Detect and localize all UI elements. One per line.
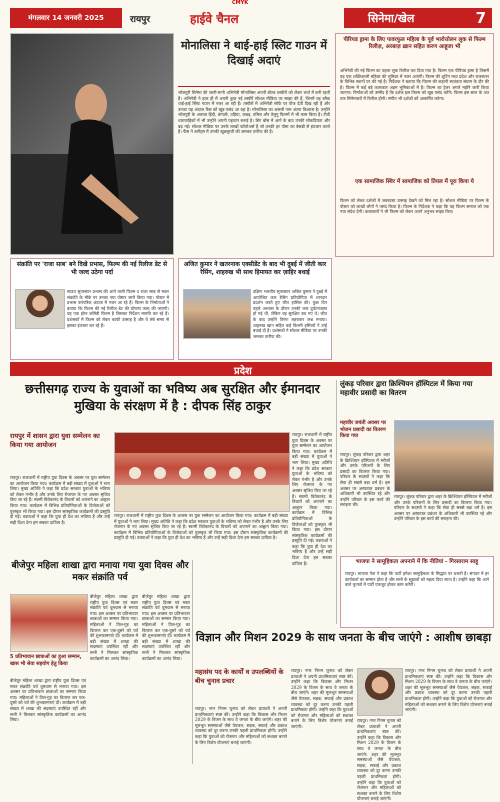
youth-event-photo bbox=[114, 432, 290, 512]
side-headline-2: एक सामाजिक स्थिर में सामाजिक को तियल में पूरा किया ये bbox=[355, 179, 474, 185]
masthead-section-box bbox=[344, 8, 492, 28]
state-main-headline: छत्तीसगढ़ राज्य के युवाओं का भविष्य अब सुरक्षित और ईमानदार मुखिया के संरक्षण में है : दीपक सिंह ठाकुर bbox=[25, 381, 320, 413]
pradesh-bar bbox=[10, 362, 492, 376]
pandit-headline: भाजपा ने सामूहिकता अपनाने में कि नीतियां - गिरसाराम साहू bbox=[355, 559, 479, 565]
cmyk-badge: CMYK bbox=[232, 0, 249, 6]
column-rule-2 bbox=[192, 560, 193, 764]
lead-body: भोजपुरी सिनेमा की जानी-मानी अभिनेत्री मोनालिसा अपनी बोल्ड तस्वीरों को लेकर चर्चा में बनी रहती हैं। अभिनेत्री ने हाल ही में अपनी कुछ नई तस्वीरें सोशल मीडिया पर साझा की हैं, जिनमें वह ब्लैक थाई-हाई स्लिट गाउन में नजर आ रही हैं। तस्वीरों में अभिनेत्री सोफे पर पोज देती दिख रही हैं और उनका यह अंदाज फैंस को खूब पसंद आ रहा है। मोनालिसा का असली नाम अंतरा विश्वास है। उन्होंने भोजपुरी के अलावा हिंदी, बंगाली, उड़िया, कन्नड़, तमिल और तेलुगू फिल्मों में भी काम किया है। टीवी धारावाहिकों में भी उन्होंने अपनी पहचान बनाई है। बिग बॉस में आने के बाद उनकी लोकप्रियता और बढ़ गई। सोशल मीडिया पर उनके लाखों फॉलोअर्स हैं जो उनकी हर पोस्ट का बेसब्री से इंतजार करते हैं। फैंस ने कमेंट्स में उनकी खूबसूरती की जमकर तारीफ की है। bbox=[178, 90, 330, 135]
ajith-headline: अजित कुमार ने खतरनाक एक्सीडेंट के बाद भी दुबई में जीती कार रेसिंग, शाहरुख भी साथ हिमायत कर ज़ाहिर बधाई bbox=[183, 261, 327, 276]
vision-body-1: रायपुर। नगर निगम चुनाव को लेकर प्रत्याशी ने अपनी प्राथमिकताएं स्पष्ट कीं। उन्होंने कहा कि विकास और मिशन 2029 के विजन के साथ वे जनता के बीच जाएंगे। शहर की मूलभूत समस्याओं जैसे पेयजल, सड़क, सफाई और प्रकाश व्यवस्था को दूर करना उनकी पहली प्राथमिकता होगी। उन्होंने कहा कि युवाओं को रोजगार और महिलाओं को सशक्त बनाने के लिए विशेष योजनाएं बनाई जाएंगी। bbox=[195, 706, 287, 745]
masthead-city: रायपुर bbox=[130, 15, 151, 25]
vision-headline: विज्ञान और मिशन 2029 के साथ जनता के बीच जाएंगे : आशीष छाबड़ा bbox=[195, 631, 492, 644]
bjp-headline: बीजेपुर महिला शाखा द्वारा मनाया गया युवा दिवस और मकर संक्रांति पर्व bbox=[11, 561, 189, 583]
prabhas-body: साउथ सुपरस्टार प्रभास की आने वाली फिल्म द राजा साब से मकर संक्रांति के मौके पर उनका नया पोस्टर जारी किया गया। पोस्टर में प्रभास पारंपरिक अंदाज में नजर आ रहे हैं। फिल्म के निर्माताओं ने बताया कि फिल्म की नई रिलीज डेट की घोषणा जल्द की जाएगी। यह एक हॉरर कॉमेडी फिल्म है जिसका निर्देशन मारुति कर रहे हैं। प्रशंसकों में फिल्म को लेकर काफी उत्साह है और वे लंबे समय से इसका इंतजार कर रहे हैं। bbox=[67, 289, 169, 328]
stage-illustration bbox=[115, 433, 289, 511]
bjp-body-2: बीजेपुर महिला शाखा द्वारा राष्ट्रीय युवा दिवस एवं मकर संक्रांति पर्व धूमधाम से मनाया गया। इस अवसर पर प्रतिभावान छात्राओं का सम्मान किया गया। महिलाओं ने तिल-गुड़ का वितरण कर एक-दूसरे को पर्व की शुभकामनाएं दीं। कार्यक्रम में बड़ी संख्या में शाखा की सदस्याएं उपस्थित रहीं और सभी ने मिलकर सांस्कृतिक कार्यक्रमों का आनंद लिया। bbox=[90, 594, 138, 661]
masthead bbox=[10, 8, 492, 30]
ajith-box bbox=[178, 258, 332, 360]
side-headline: पीरियड ड्रामा के लिए पावरफुल महिला के पूर्व भारोत्तोलन लुक से फिल्म रिलीज़, अरबाज़ ख़ान सहित करण आहूजा भी bbox=[343, 37, 486, 50]
bjp-photo bbox=[10, 594, 88, 652]
hospital-headline: लुंकड़ परिवार द्वारा क्रिश्चियन हॉस्पिटल में किया गया महावीर प्रसादी का वितरण bbox=[340, 380, 473, 397]
column-rule-1 bbox=[336, 380, 337, 624]
state-main-body-2: रायपुर। राजधानी में राष्ट्रीय युवा दिवस के अवसर पर युवा सम्मेलन का आयोजन किया गया। कार्यक्रम में बड़ी संख्या में युवाओं ने भाग लिया। मुख्य अतिथि ने कहा कि प्रदेश सरकार युवाओं के भविष्य को लेकर गंभीर है और उनके लिए रोजगार के नए अवसर सृजित किए जा रहे हैं। स्वामी विवेकानंद के विचारों को अपनाने का आह्वान किया गया। कार्यक्रम में विभिन्न प्रतियोगिताओं के विजेताओं को पुरस्कृत भी किया गया। इस दौरान सांस्कृतिक कार्यक्रमों की प्रस्तुति दी गई। वक्ताओं ने कहा कि युवा ही देश का भविष्य हैं और उन्हें सही दिशा देना हम सबका दायित्व है। bbox=[114, 513, 288, 541]
hospital-body: रायपुर। लुंकड़ परिवार द्वारा शहर के क्रिश्चियन हॉस्पिटल में मरीजों और उनके परिजनों के लिए प्रसादी का वितरण किया गया। परिवार के सदस्यों ने कहा कि सेवा ही सबसे बड़ा धर्म है। इस अवसर पर अस्पताल प्रबंधन के अधिकारी भी उपस्थित रहे और उन्होंने परिवार के इस कार्य की सराहना की। bbox=[340, 452, 390, 508]
prabhas-photo bbox=[15, 289, 65, 329]
top-bar bbox=[0, 0, 500, 6]
hospital-photo bbox=[394, 420, 494, 492]
vision-body-4: रायपुर। नगर निगम चुनाव को लेकर प्रत्याशी ने अपनी प्राथमिकताएं स्पष्ट कीं। उन्होंने कहा कि विकास और मिशन 2029 के विजन के साथ वे जनता के बीच जाएंगे। शहर की मूलभूत समस्याओं जैसे पेयजल, सड़क, सफाई और प्रकाश व्यवस्था को दूर करना उनकी पहली प्राथमिकता होगी। उन्होंने कहा कि युवाओं को रोजगार और महिलाओं को सशक्त बनाने के लिए विशेष योजनाएं बनाई जाएंगी। bbox=[357, 718, 401, 802]
masthead-brand: हाईवे चैनल bbox=[190, 12, 239, 26]
ajith-body: दक्षिण भारतीय सुपरस्टार अजित कुमार ने दुबई में आयोजित कार रेसिंग प्रतियोगिता में शानदार प्रदर्शन करते हुए जीत हासिल की। कुछ दिन पहले अभ्यास के दौरान उनकी कार दुर्घटनाग्रस्त हो गई थी, लेकिन वह सुरक्षित बच गए थे। जीत के बाद उन्होंने तिरंगा लहराकर जश्न मनाया। शाहरुख खान सहित कई फिल्मी हस्तियों ने उन्हें बधाई दी है। प्रशंसकों ने सोशल मीडिया पर उनकी जमकर तारीफ की। bbox=[253, 289, 327, 339]
lead-rule bbox=[178, 86, 330, 87]
masthead-date-box: मंगलवार 14 जनवरी 2025 bbox=[10, 8, 122, 28]
bjp-sub: 5 प्रतिभावान छात्राओं का हुआ सम्मान, खास भी सेवा सहयोग हेतु किया bbox=[10, 654, 82, 667]
monalisa-photo bbox=[10, 33, 174, 255]
photo-illustration bbox=[11, 34, 173, 254]
bjp-body-3: बीजेपुर महिला शाखा द्वारा राष्ट्रीय युवा दिवस एवं मकर संक्रांति पर्व धूमधाम से मनाया गया। इस अवसर पर प्रतिभावान छात्राओं का सम्मान किया गया। महिलाओं ने तिल-गुड़ का वितरण कर एक-दूसरे को पर्व की शुभकामनाएं दीं। कार्यक्रम में बड़ी संख्या में शाखा की सदस्याएं उपस्थित रहीं और सभी ने मिलकर सांस्कृतिक कार्यक्रमों का आनंद लिया। bbox=[142, 594, 190, 661]
state-main-subhead: रायपुर में शासन द्वारा युवा सम्मेलन का किया गया आयोजन bbox=[10, 432, 100, 449]
vision-body-3: रायपुर। नगर निगम चुनाव को लेकर प्रत्याशी ने अपनी प्राथमिकताएं स्पष्ट कीं। उन्होंने कहा कि विकास और मिशन 2029 के विजन के साथ वे जनता के बीच जाएंगे। शहर की मूलभूत समस्याओं जैसे पेयजल, सड़क, सफाई और प्रकाश व्यवस्था को दूर करना उनकी पहली प्राथमिकता होगी। उन्होंने कहा कि युवाओं को रोजगार और महिलाओं को सशक्त बनाने के लिए विशेष योजनाएं बनाई जाएंगी। bbox=[405, 668, 492, 713]
page-number: 7 bbox=[475, 9, 486, 27]
vision-sub: महासंघ पद के कार्यों व उपलब्धियों के बीच चुनाव प्रचार bbox=[195, 668, 284, 685]
vision-body-2: रायपुर। नगर निगम चुनाव को लेकर प्रत्याशी ने अपनी प्राथमिकताएं स्पष्ट कीं। उन्होंने कहा कि विकास और मिशन 2029 के विजन के साथ वे जनता के बीच जाएंगे। शहर की मूलभूत समस्याओं जैसे पेयजल, सड़क, सफाई और प्रकाश व्यवस्था को दूर करना उनकी पहली प्राथमिकता होगी। उन्होंने कहा कि युवाओं को रोजगार और महिलाओं को सशक्त बनाने के लिए विशेष योजनाएं बनाई जाएंगी। bbox=[291, 668, 353, 729]
pandit-body: रायपुर। भाजपा नेता ने कहा कि पार्टी हमेशा सामूहिकता के सिद्धांत पर चलती है। संगठन में हर कार्यकर्ता का सम्मान होता है और सभी के सुझावों को महत्व दिया जाता है। उन्होंने कहा कि आने वाले चुनावों में पार्टी एकजुट होकर काम करेगी। bbox=[345, 571, 489, 588]
vision-photo bbox=[357, 668, 403, 716]
side-body: अभिनेत्री की नई फिल्म का पहला लुक रिलीज कर दिया गया है। फिल्म एक पीरियड ड्रामा है जिसमें वह एक शक्तिशाली महिला की भूमिका में नजर आएंगी। फिल्म की शूटिंग मध्य प्रदेश और राजस्थान के विभिन्न स्थानों पर की गई है। निर्देशक ने बताया कि फिल्म की कहानी स्वतंत्रता संग्राम के दौर की है। फिल्म में कई बड़े कलाकार अहम भूमिकाओं में हैं। फिल्म का ट्रेलर अगले महीने जारी किया जाएगा। निर्माताओं को उम्मीद है कि दर्शक इस फिल्म को खूब पसंद करेंगे। फिल्म इस साल के अंत तक सिनेमाघरों में रिलीज होगी। संगीत भी दर्शकों को आकर्षित करेगा। bbox=[340, 68, 489, 101]
lead-headline: मोनालिसा ने थाई-हाई स्लिट गाउन में दिखाई अदाएं bbox=[180, 39, 328, 67]
hospital-body-2: रायपुर। लुंकड़ परिवार द्वारा शहर के क्रिश्चियन हॉस्पिटल में मरीजों और उनके परिजनों के लिए प्रसादी का वितरण किया गया। परिवार के सदस्यों ने कहा कि सेवा ही सबसे बड़ा धर्म है। इस अवसर पर अस्पताल प्रबंधन के अधिकारी भी उपस्थित रहे और उन्होंने परिवार के इस कार्य की सराहना की। bbox=[394, 494, 492, 522]
bjp-body-1: बीजेपुर महिला शाखा द्वारा राष्ट्रीय युवा दिवस एवं मकर संक्रांति पर्व धूमधाम से मनाया गया। इस अवसर पर प्रतिभावान छात्राओं का सम्मान किया गया। महिलाओं ने तिल-गुड़ का वितरण कर एक-दूसरे को पर्व की शुभकामनाएं दीं। कार्यक्रम में बड़ी संख्या में शाखा की सदस्याएं उपस्थित रहीं और सभी ने मिलकर सांस्कृतिक कार्यक्रमों का आनंद लिया। bbox=[10, 678, 86, 723]
right-column-box bbox=[335, 33, 494, 257]
state-main-body-3: रायपुर। राजधानी में राष्ट्रीय युवा दिवस के अवसर पर युवा सम्मेलन का आयोजन किया गया। कार्यक्रम में बड़ी संख्या में युवाओं ने भाग लिया। मुख्य अतिथि ने कहा कि प्रदेश सरकार युवाओं के भविष्य को लेकर गंभीर है और उनके लिए रोजगार के नए अवसर सृजित किए जा रहे हैं। स्वामी विवेकानंद के विचारों को अपनाने का आह्वान किया गया। कार्यक्रम में विभिन्न प्रतियोगिताओं के विजेताओं को पुरस्कृत भी किया गया। इस दौरान सांस्कृतिक कार्यक्रमों की प्रस्तुति दी गई। वक्ताओं ने कहा कि युवा ही देश का भविष्य हैं और उन्हें सही दिशा देना हम सबका दायित्व है। bbox=[292, 432, 332, 566]
ajith-photo bbox=[183, 289, 251, 339]
prabhas-box bbox=[10, 258, 174, 360]
pradesh-label: प्रदेश bbox=[234, 366, 252, 377]
prabhas-headline: संक्रांति पर 'राजा साब' बने दिखे प्रभास, फिल्म की नई रिलीज डेट से भी जल्द उठेगा पर्दा bbox=[16, 261, 168, 276]
hospital-sub: महावीर जयंती अवसर पर भोजन प्रसादी का वितरण किया गया bbox=[340, 420, 386, 439]
state-main-body-1: रायपुर। राजधानी में राष्ट्रीय युवा दिवस के अवसर पर युवा सम्मेलन का आयोजन किया गया। कार्यक्रम में बड़ी संख्या में युवाओं ने भाग लिया। मुख्य अतिथि ने कहा कि प्रदेश सरकार युवाओं के भविष्य को लेकर गंभीर है और उनके लिए रोजगार के नए अवसर सृजित किए जा रहे हैं। स्वामी विवेकानंद के विचारों को अपनाने का आह्वान किया गया। कार्यक्रम में विभिन्न प्रतियोगिताओं के विजेताओं को पुरस्कृत भी किया गया। इस दौरान सांस्कृतिक कार्यक्रमों की प्रस्तुति दी गई। वक्ताओं ने कहा कि युवा ही देश का भविष्य हैं और उन्हें सही दिशा देना हम सबका दायित्व है। bbox=[10, 475, 110, 525]
masthead-section: सिनेमा/खेल bbox=[368, 12, 415, 25]
pandit-box bbox=[340, 556, 494, 628]
side-body-2: फिल्म को लेकर दर्शकों में जबरदस्त उत्साह देखने को मिल रहा है। सोशल मीडिया पर फिल्म के पोस्टर को लाखों लोगों ने पसंद किया है। फिल्म के निर्देशक ने कहा कि यह फिल्म समाज को एक नया संदेश देगी। कलाकारों ने भी फिल्म को लेकर अपने अनुभव साझा किए। bbox=[340, 198, 489, 215]
